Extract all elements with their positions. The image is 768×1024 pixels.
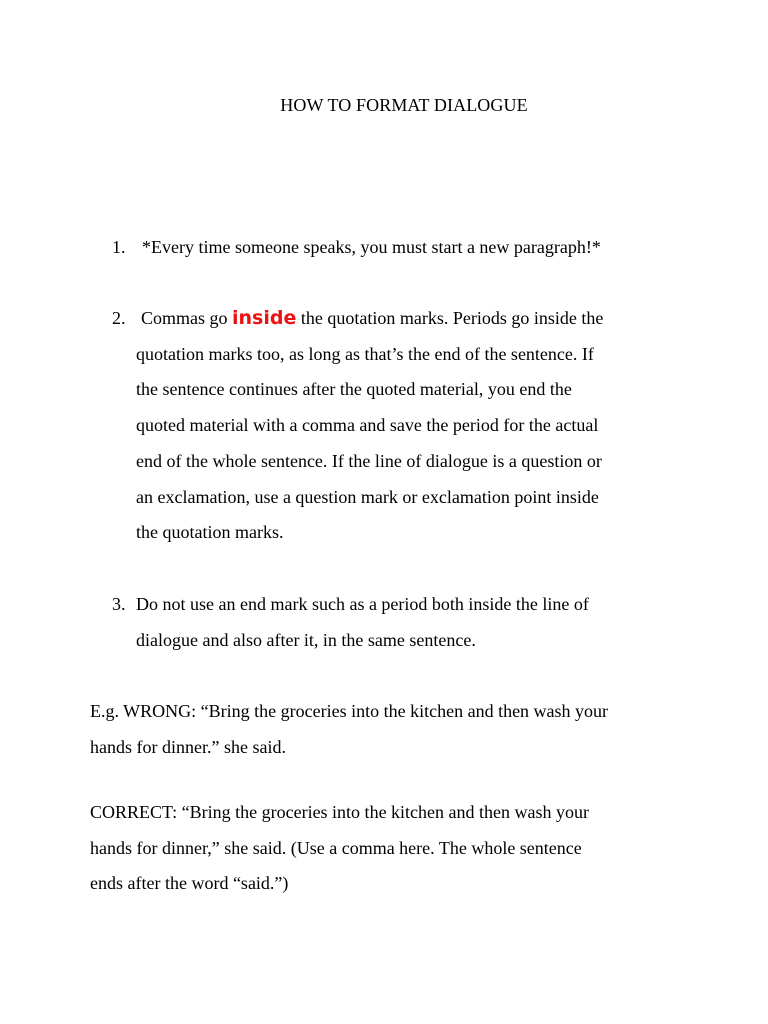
list-number: 3.: [112, 594, 126, 614]
list-number: 1.: [112, 237, 126, 257]
paragraph-line: hands for dinner.” she said.: [90, 736, 286, 757]
list-item-line: the sentence continues after the quoted material, you end the: [136, 379, 572, 400]
page-title: HOW TO FORMAT DIALOGUE: [280, 95, 528, 115]
paragraph-line: CORRECT: “Bring the groceries into the kitchen and then wash your: [90, 802, 589, 822]
paragraph-line: hands for dinner,” she said. (Use a comma here. The whole sentence: [90, 837, 582, 858]
list-item-line: quotation marks too, as long as that’s the end of the sentence. If: [136, 343, 594, 364]
list-number: 2.: [112, 308, 126, 328]
list-item-line: the quotation marks.: [136, 522, 284, 543]
list-item-line: quoted material with a comma and save the period for the actual: [136, 415, 599, 436]
list-item-text: *Every time someone speaks, you must start a new paragraph!*: [142, 237, 601, 257]
highlighted-word: inside: [232, 307, 297, 329]
list-item-1: [112, 230, 672, 266]
list-item-first-line: [141, 301, 672, 337]
list-item-line1-rest: the quotation marks. Periods go inside the: [300, 308, 604, 328]
paragraph-line: E.g. WRONG: “Bring the groceries into the kitchen and then wash your: [90, 701, 609, 721]
example-wrong-paragraph: [90, 694, 690, 765]
list-item-lead: Commas go: [141, 308, 228, 328]
list-item-line: end of the whole sentence. If the line of dialogue is a question or: [136, 450, 602, 471]
list-item-line: Do not use an end mark such as a period both inside the line of: [136, 594, 589, 614]
list-item-2: [112, 301, 672, 551]
list-item-line: an exclamation, use a question mark or exclamation point inside: [136, 486, 599, 507]
example-correct-paragraph: [90, 795, 690, 902]
list-item-line: dialogue and also after it, in the same sentence.: [136, 629, 476, 650]
list-item-3: [112, 587, 672, 658]
paragraph-line: ends after the word “said.”): [90, 873, 289, 894]
